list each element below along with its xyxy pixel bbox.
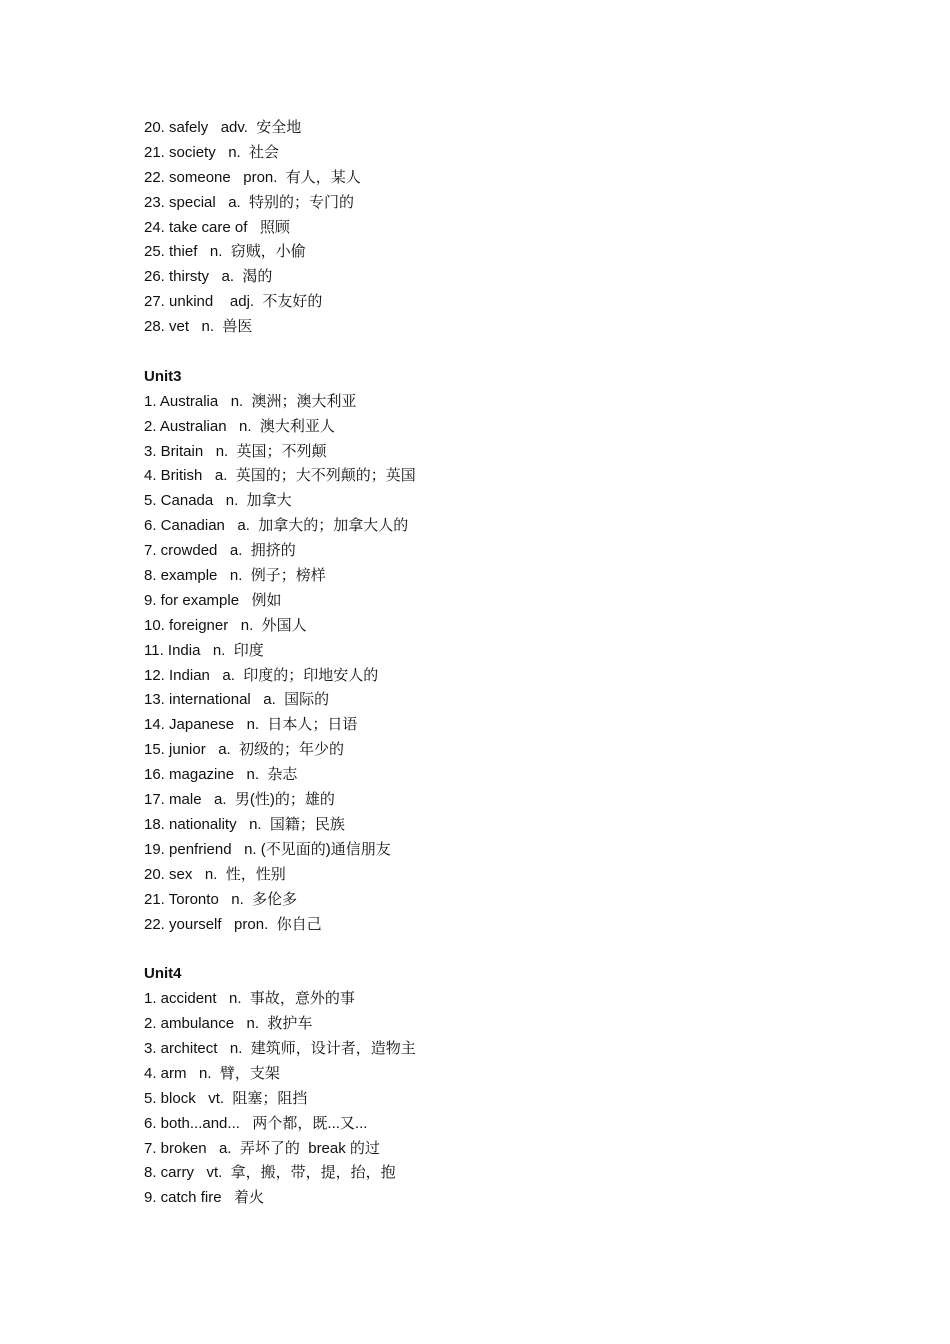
- list-item: 6. Canadian a. 加拿大的；加拿大人的: [144, 517, 409, 535]
- unit3-section: [144, 365, 844, 937]
- list-item: 14. Japanese n. 日本人；日语: [144, 716, 358, 734]
- section-spacer: [144, 937, 844, 962]
- list-item: 19. penfriend n. (不见面的)通信朋友: [144, 840, 391, 858]
- list-item: 3. Britain n. 英国；不列颠: [144, 442, 327, 460]
- list-item: 3. architect n. 建筑师，设计者，造物主: [144, 1039, 416, 1057]
- list-item: 12. Indian a. 印度的；印地安人的: [144, 666, 379, 684]
- list-item: 24. take care of 照顾: [144, 218, 290, 236]
- unit4-section: [144, 962, 844, 1211]
- list-item: 21. Toronto n. 多伦多: [144, 890, 298, 908]
- list-item: 7. crowded a. 拥挤的: [144, 542, 296, 560]
- list-item: 18. nationality n. 国籍；民族: [144, 815, 345, 833]
- list-item: 5. Canada n. 加拿大: [144, 492, 292, 510]
- list-item: 15. junior a. 初级的；年少的: [144, 741, 345, 759]
- list-item: 1. accident n. 事故，意外的事: [144, 990, 355, 1008]
- section-spacer: [144, 340, 844, 365]
- list-item: 20. sex n. 性，性别: [144, 865, 286, 883]
- list-item: 8. example n. 例子；榜样: [144, 567, 326, 585]
- unit3-heading: Unit3: [144, 367, 182, 385]
- list-item: 11. India n. 印度: [144, 641, 264, 659]
- unit4-heading: Unit4: [144, 965, 182, 983]
- list-item: 17. male a. 男(性)的；雄的: [144, 791, 335, 809]
- list-item: 9. catch fire 着火: [144, 1189, 265, 1207]
- list-item: 22. yourself pron. 你自己: [144, 915, 322, 933]
- list-item: 16. magazine n. 杂志: [144, 766, 298, 784]
- list-item: 2. ambulance n. 救护车: [144, 1015, 313, 1033]
- list-item: 23. special a. 特别的；专门的: [144, 193, 355, 211]
- list-item: 13. international a. 国际的: [144, 691, 330, 709]
- list-item: 22. someone pron. 有人，某人: [144, 168, 361, 186]
- list-item: 25. thief n. 窃贼，小偷: [144, 243, 306, 261]
- list-item: 4. British a. 英国的；大不列颠的；英国: [144, 467, 416, 485]
- unit2-list: [144, 116, 844, 340]
- list-item: 28. vet n. 兽医: [144, 318, 253, 336]
- list-item: 2. Australian n. 澳大利亚人: [144, 417, 335, 435]
- list-item: 10. foreigner n. 外国人: [144, 616, 307, 634]
- list-item: 8. carry vt. 拿，搬，带，提，抬，抱: [144, 1164, 396, 1182]
- list-item: 21. society n. 社会: [144, 143, 280, 161]
- list-item: 9. for example 例如: [144, 591, 282, 609]
- vocabulary-page: [144, 116, 844, 1211]
- list-item: 7. broken a. 弄坏了的 break 的过: [144, 1139, 380, 1157]
- list-item: 4. arm n. 臂，支架: [144, 1064, 280, 1082]
- list-item: 1. Australia n. 澳洲；澳大利亚: [144, 392, 357, 410]
- list-item: 5. block vt. 阻塞；阻挡: [144, 1089, 308, 1107]
- list-item: 20. safely adv. 安全地: [144, 119, 302, 136]
- list-item: 6. both...and... 两个都，既...又...: [144, 1114, 368, 1132]
- list-item: 26. thirsty a. 渴的: [144, 268, 273, 286]
- list-item: 27. unkind adj. 不友好的: [144, 293, 323, 311]
